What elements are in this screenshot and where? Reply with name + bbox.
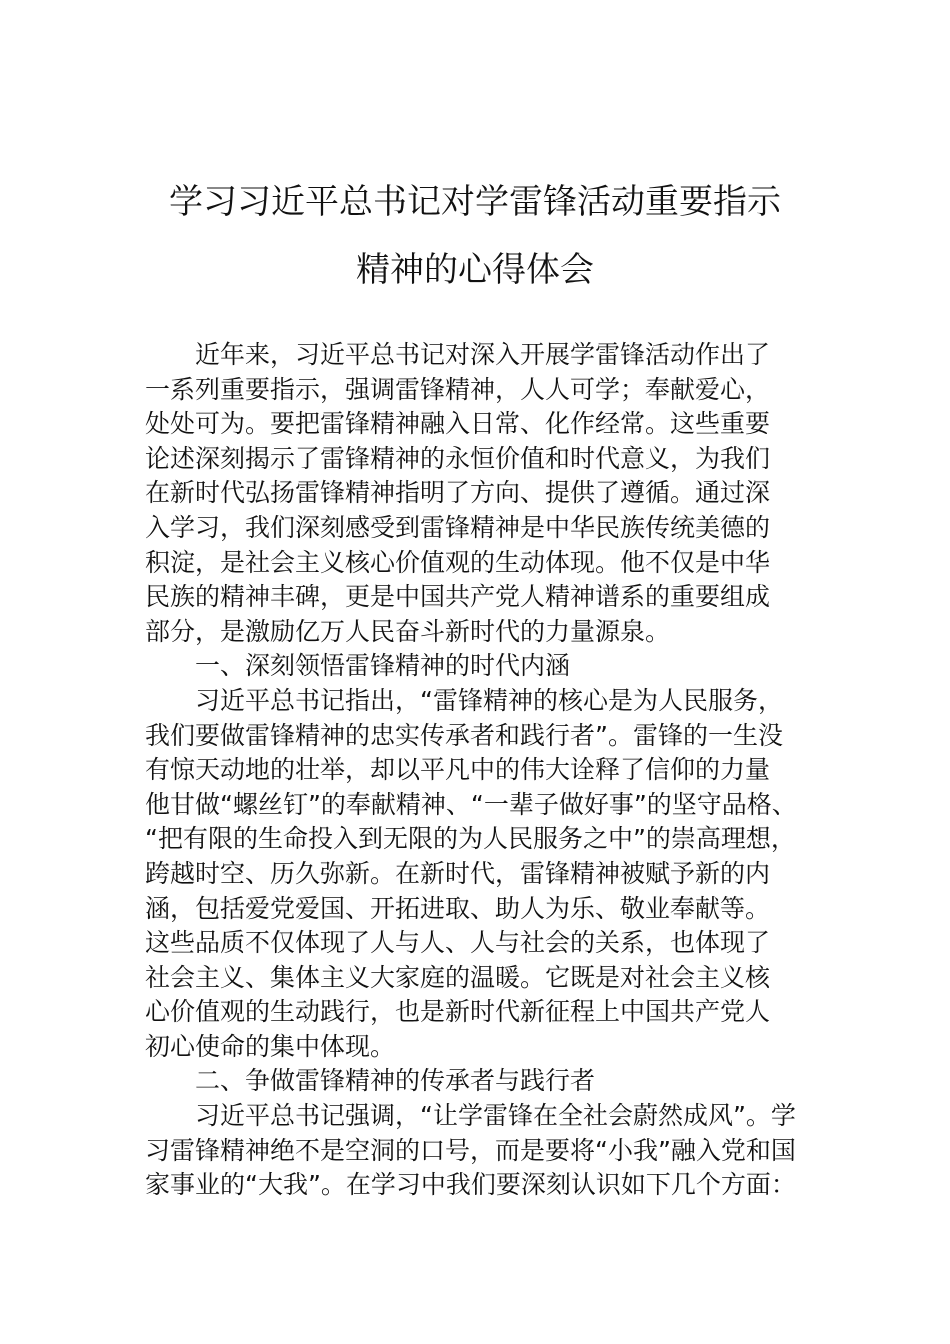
paragraph-intro-line: 一系列重要指示，强调雷锋精神，人人可学；奉献爱心， — [145, 374, 771, 404]
paragraph-intro-line: 在新时代弘扬雷锋精神指明了方向、提供了遵循。通过深 — [145, 478, 771, 508]
paragraph-intro-line: 论述深刻揭示了雷锋精神的永恒价值和时代意义，为我们 — [145, 443, 771, 473]
paragraph-section-1-line: 习近平总书记指出，“雷锋精神的核心是为人民服务， — [195, 685, 783, 715]
paragraph-section-1-line: 有惊天动地的壮举，却以平凡中的伟大诠释了信仰的力量 — [145, 755, 771, 785]
paragraph-section-1-line: “把有限的生命投入到无限的为人民服务之中”的崇高理想， — [145, 824, 796, 854]
document-title-line-1: 学习习近平总书记对学雷锋活动重要指示 — [169, 182, 781, 222]
paragraph-section-1-line: 我们要做雷锋精神的忠实传承者和践行者”。雷锋的一生没 — [145, 720, 783, 750]
paragraph-section-1-line: 涵，包括爱党爱国、开拓进取、助人为乐、敬业奉献等。 — [145, 893, 771, 923]
paragraph-intro-line: 入学习，我们深刻感受到雷锋精神是中华民族传统美德的 — [145, 512, 771, 542]
paragraph-intro-line: 近年来，习近平总书记对深入开展学雷锋活动作出了 — [195, 340, 771, 369]
paragraph-section-2-line: 习近平总书记强调，“让学雷锋在全社会蔚然成风”。学 — [195, 1101, 796, 1131]
paragraph-intro-line: 处处可为。要把雷锋精神融入日常、化作经常。这些重要 — [145, 409, 771, 439]
paragraph-section-1-line: 他甘做“螺丝钉”的奉献精神、“一辈子做好事”的坚守品格、 — [145, 789, 797, 819]
paragraph-section-2-line: 习雷锋精神绝不是空洞的口号，而是要将“小我”融入党和国 — [145, 1135, 796, 1165]
paragraph-section-1-line: 跨越时空、历久弥新。在新时代，雷锋精神被赋予新的内 — [145, 858, 771, 888]
document-title-line-2: 精神的心得体会 — [356, 250, 594, 290]
section-heading-1: 一、深刻领悟雷锋精神的时代内涵 — [195, 651, 571, 681]
section-heading-2: 二、争做雷锋精神的传承者与践行者 — [195, 1066, 596, 1096]
paragraph-section-1-line: 这些品质不仅体现了人与人、人与社会的关系，也体现了 — [145, 928, 771, 958]
paragraph-section-1-line: 社会主义、集体主义大家庭的温暖。它既是对社会主义核 — [145, 962, 771, 992]
paragraph-section-2-line: 家事业的“大我”。在学习中我们要深刻认识如下几个方面： — [145, 1170, 796, 1200]
paragraph-intro-line: 民族的精神丰碑，更是中国共产党人精神谱系的重要组成 — [145, 582, 771, 612]
paragraph-intro-line: 部分，是激励亿万人民奋斗新时代的力量源泉。 — [145, 616, 671, 646]
document-body — [145, 338, 807, 1203]
paragraph-section-1-line: 初心使命的集中体现。 — [145, 1031, 396, 1061]
paragraph-section-1-line: 心价值观的生动践行，也是新时代新征程上中国共产党人 — [145, 997, 771, 1027]
paragraph-intro-line: 积淀，是社会主义核心价值观的生动体现。他不仅是中华 — [145, 547, 771, 577]
